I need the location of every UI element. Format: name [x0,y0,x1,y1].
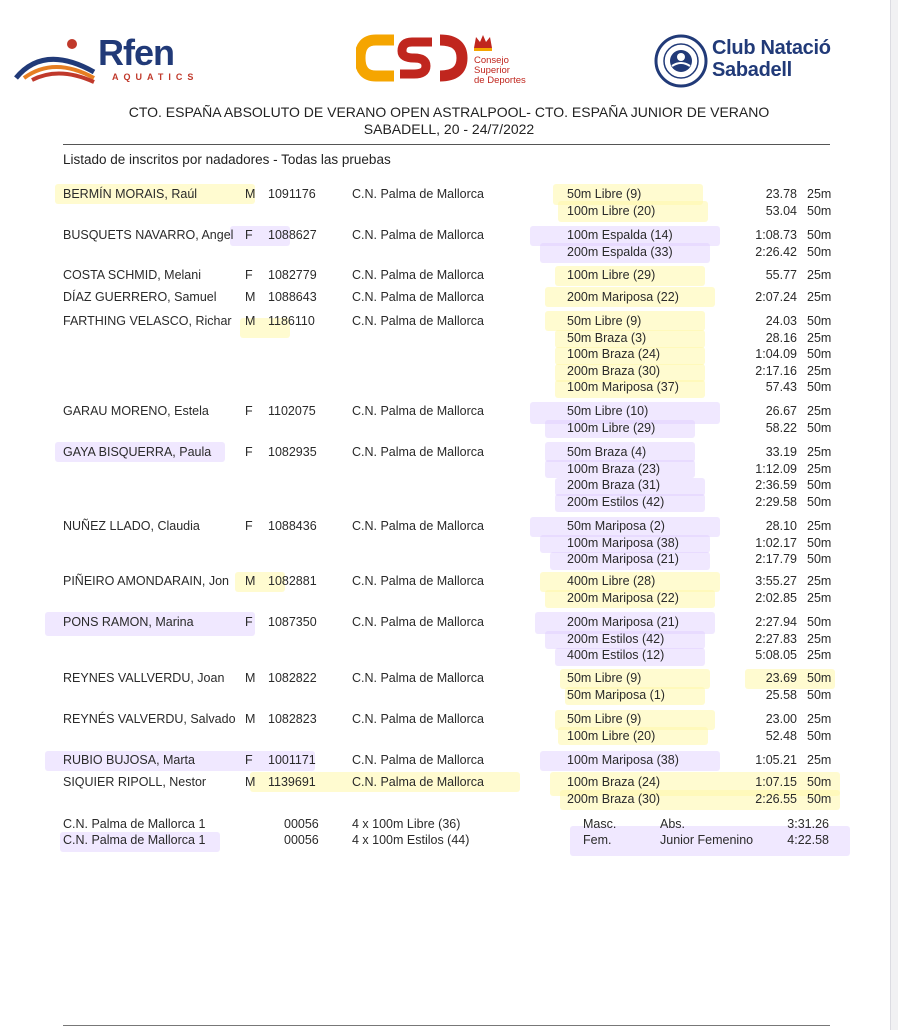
event-pool-length: 50m [807,380,832,394]
event-name: 200m Mariposa (22) [567,591,679,605]
event-name: 50m Libre (9) [567,712,642,726]
event-name: 100m Espalda (14) [567,228,673,242]
event-name: 200m Braza (30) [567,792,661,806]
csd-logo-text: Consejo Superior de Deportes [474,55,526,86]
swimmer-club: C.N. Palma de Mallorca [352,574,484,588]
event-seed-time: 2:26.42 [755,245,797,259]
bottom-divider [63,1025,830,1026]
swimmer-sex: M [245,290,256,304]
swimmer-sex: F [245,519,253,533]
swimmer-club: C.N. Palma de Mallorca [352,290,484,304]
swimmer-license: 1082935 [268,445,317,459]
swimmer-sex: F [245,228,253,242]
event-name: 50m Libre (9) [567,187,642,201]
event-pool-length: 25m [807,648,832,662]
relay-event: 4 x 100m Estilos (44) [352,833,470,847]
relay-gender: Masc. [583,817,617,831]
event-seed-time: 58.22 [765,421,797,435]
relay-team: C.N. Palma de Mallorca 1 [63,833,206,847]
swimmer-name: COSTA SCHMID, Melani [63,268,201,282]
event-seed-time: 2:07.24 [755,290,797,304]
event-pool-length: 25m [807,632,832,646]
event-name: 200m Espalda (33) [567,245,673,259]
event-seed-time: 1:12.09 [755,462,797,476]
event-pool-length: 25m [807,519,832,533]
relay-time: 3:31.26 [787,817,829,831]
event-name: 50m Libre (9) [567,671,642,685]
page-edge [890,0,898,1030]
swimmer-sex: F [245,268,253,282]
relay-code: 00056 [284,817,319,831]
relay-code: 00056 [284,833,319,847]
event-pool-length: 25m [807,753,832,767]
event-seed-time: 1:07.15 [755,775,797,789]
swimmer-sex: M [245,314,256,328]
swimmer-license: 1088627 [268,228,317,242]
relay-gender: Fem. [583,833,612,847]
swimmer-sex: M [245,187,256,201]
event-name: 50m Mariposa (1) [567,688,665,702]
swimmer-license: 1088643 [268,290,317,304]
event-name: 200m Braza (30) [567,364,661,378]
event-name: 100m Mariposa (38) [567,753,679,767]
event-seed-time: 33.19 [765,445,797,459]
event-name: 100m Braza (24) [567,775,661,789]
event-seed-time: 57.43 [765,380,797,394]
event-pool-length: 25m [807,290,832,304]
swimmer-club: C.N. Palma de Mallorca [352,268,484,282]
event-seed-time: 5:08.05 [755,648,797,662]
event-name: 100m Libre (20) [567,729,656,743]
event-seed-time: 2:27.94 [755,615,797,629]
event-seed-time: 24.03 [765,314,797,328]
event-pool-length: 25m [807,187,832,201]
swimmer-license: 1087350 [268,615,317,629]
event-pool-length: 25m [807,445,832,459]
event-seed-time: 2:29.58 [755,495,797,509]
relay-category: Junior Femenino [660,833,754,847]
event-pool-length: 50m [807,245,832,259]
swimmer-name: PONS RAMON, Marina [63,615,194,629]
event-pool-length: 50m [807,347,832,361]
event-name: 100m Libre (29) [567,268,656,282]
event-pool-length: 50m [807,615,832,629]
event-pool-length: 25m [807,268,832,282]
swimmer-sex: F [245,445,253,459]
swimmer-club: C.N. Palma de Mallorca [352,228,484,242]
event-seed-time: 25.58 [765,688,797,702]
event-name: 100m Libre (29) [567,421,656,435]
event-pool-length: 25m [807,712,832,726]
swimmer-name: GARAU MORENO, Estela [63,404,209,418]
event-pool-length: 50m [807,552,832,566]
rfen-swimmer-icon [14,34,98,84]
championship-title: CTO. ESPAÑA ABSOLUTO DE VERANO OPEN ASTRALPOOL- CTO. ESPAÑA JUNIOR DE VERANO [128,104,770,120]
swimmer-sex: F [245,615,253,629]
swimmer-club: C.N. Palma de Mallorca [352,519,484,533]
event-pool-length: 25m [807,574,832,588]
swimmer-name: GAYA BISQUERRA, Paula [63,445,212,459]
event-name: 50m Braza (3) [567,331,647,345]
swimmer-club: C.N. Palma de Mallorca [352,445,484,459]
relay-team: C.N. Palma de Mallorca 1 [63,817,206,831]
event-name: 200m Mariposa (21) [567,615,679,629]
relay-event: 4 x 100m Libre (36) [352,817,461,831]
swimmer-sex: M [245,671,256,685]
championship-venue-date: SABADELL, 20 - 24/7/2022 [363,121,535,137]
event-name: 100m Mariposa (38) [567,536,679,550]
event-pool-length: 50m [807,421,832,435]
swimmer-name: DÍAZ GUERRERO, Samuel [63,290,217,304]
swimmer-name: PIÑEIRO AMONDARAIN, Jon [63,574,230,588]
crown-icon [472,32,494,52]
swimmer-name: BERMÍN MORAIS, Raúl [63,187,198,201]
swimmer-license: 1082822 [268,671,317,685]
event-pool-length: 25m [807,404,832,418]
event-seed-time: 2:17.79 [755,552,797,566]
swimmer-name: SIQUIER RIPOLL, Nestor [63,775,207,789]
swimmer-club: C.N. Palma de Mallorca [352,671,484,685]
listing-title: Listado de inscritos por nadadores - Todas las pruebas [63,152,391,167]
event-name: 50m Braza (4) [567,445,647,459]
relay-time: 4:22.58 [787,833,829,847]
event-name: 400m Estilos (12) [567,648,665,662]
swimmer-club: C.N. Palma de Mallorca [352,404,484,418]
csd-logo [356,30,546,88]
event-seed-time: 53.04 [765,204,797,218]
swimmer-club: C.N. Palma de Mallorca [352,712,484,726]
event-seed-time: 1:08.73 [755,228,797,242]
event-seed-time: 1:05.21 [755,753,797,767]
swimmer-sex: M [245,574,256,588]
swimmer-sex: F [245,404,253,418]
relay-category: Abs. [660,817,686,831]
event-seed-time: 28.16 [765,331,797,345]
event-name: 400m Libre (28) [567,574,656,588]
event-pool-length: 50m [807,314,832,328]
swimmer-name: REYNÉS VALVERDU, Salvado [63,712,236,726]
event-name: 200m Estilos (42) [567,632,665,646]
swimmer-license: 1091176 [268,187,316,201]
event-pool-length: 25m [807,364,832,378]
event-pool-length: 50m [807,204,832,218]
event-name: 100m Braza (24) [567,347,661,361]
rfen-logo [14,34,204,84]
event-seed-time: 2:36.59 [755,478,797,492]
event-pool-length: 50m [807,671,832,685]
event-seed-time: 2:27.83 [755,632,797,646]
event-seed-time: 23.78 [765,187,797,201]
event-seed-time: 55.77 [765,268,797,282]
club-logo-text: Club Natació Sabadell [712,37,831,81]
event-pool-length: 25m [807,331,832,345]
event-pool-length: 50m [807,792,832,806]
event-seed-time: 3:55.27 [755,574,797,588]
event-name: 100m Libre (20) [567,204,656,218]
event-seed-time: 28.10 [765,519,797,533]
rfen-subtitle: AQUATICS [112,72,199,82]
event-pool-length: 50m [807,478,832,492]
swimmer-license: 1082881 [268,574,317,588]
swimmer-name: REYNES VALLVERDU, Joan [63,671,225,685]
swimmer-club: C.N. Palma de Mallorca [352,615,484,629]
swimmer-license: 1102075 [268,404,316,418]
swimmer-license: 1082779 [268,268,317,282]
event-seed-time: 2:26.55 [755,792,797,806]
event-name: 50m Libre (9) [567,314,642,328]
event-name: 200m Estilos (42) [567,495,665,509]
event-pool-length: 25m [807,462,832,476]
swimmer-sex: F [245,753,253,767]
swimmer-club: C.N. Palma de Mallorca [352,775,484,789]
event-name: 200m Mariposa (21) [567,552,679,566]
swimmer-name: RUBIO BUJOSA, Marta [63,753,195,767]
event-pool-length: 50m [807,775,832,789]
event-seed-time: 23.00 [765,712,797,726]
club-seal-icon [654,34,708,88]
event-pool-length: 25m [807,591,832,605]
swimmer-license: 1088436 [268,519,317,533]
event-pool-length: 50m [807,495,832,509]
csd-mark-icon [356,30,468,86]
event-seed-time: 52.48 [765,729,797,743]
event-seed-time: 1:04.09 [755,347,797,361]
event-seed-time: 23.69 [765,671,797,685]
swimmer-license: 1001171 [268,753,316,767]
event-name: 100m Braza (23) [567,462,661,476]
event-seed-time: 26.67 [765,404,797,418]
swimmer-name: NUÑEZ LLADO, Claudia [63,519,200,533]
swimmer-name: BUSQUETS NAVARRO, Angel [63,228,234,242]
swimmer-club: C.N. Palma de Mallorca [352,314,484,328]
top-divider [63,144,830,145]
swimmer-club: C.N. Palma de Mallorca [352,753,484,767]
event-seed-time: 2:17.16 [755,364,797,378]
event-name: 50m Mariposa (2) [567,519,665,533]
event-pool-length: 50m [807,688,832,702]
rfen-wordmark: Rfen [98,32,174,73]
event-name: 200m Mariposa (22) [567,290,679,304]
swimmer-license: 1139691 [268,775,316,789]
swimmer-club: C.N. Palma de Mallorca [352,187,484,201]
event-seed-time: 1:02.17 [755,536,797,550]
event-seed-time: 2:02.85 [755,591,797,605]
swimmer-license: 1082823 [268,712,317,726]
event-name: 100m Mariposa (37) [567,380,679,394]
swimmer-sex: M [245,775,256,789]
club-natacio-sabadell-logo [654,34,869,88]
event-pool-length: 50m [807,228,832,242]
swimmer-sex: M [245,712,256,726]
event-name: 50m Libre (10) [567,404,649,418]
swimmer-name: FARTHING VELASCO, Richar [63,314,232,328]
event-pool-length: 50m [807,536,832,550]
event-name: 200m Braza (31) [567,478,661,492]
event-pool-length: 50m [807,729,832,743]
swimmer-license: 1186110 [268,314,315,328]
